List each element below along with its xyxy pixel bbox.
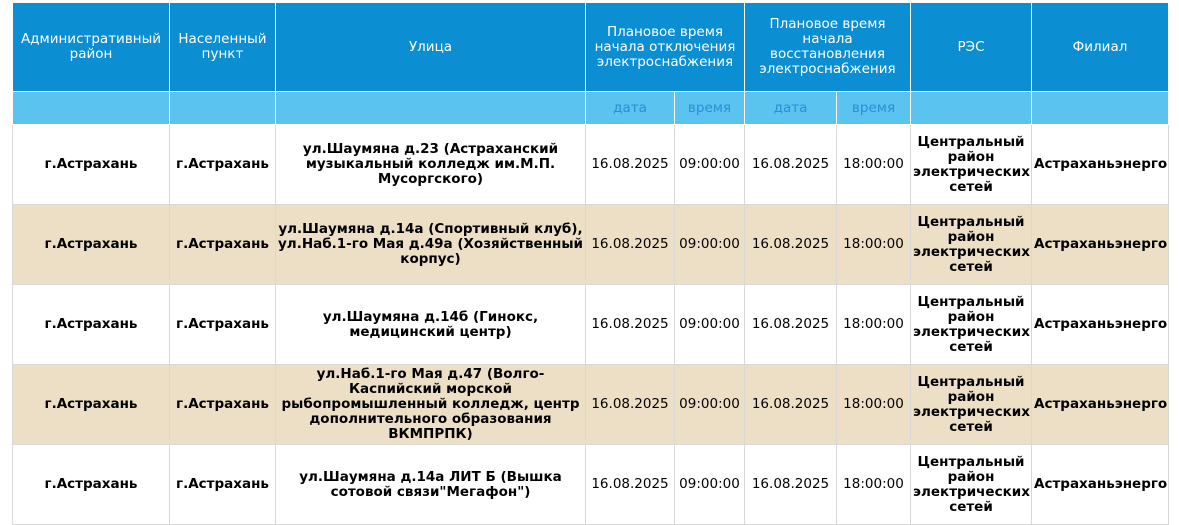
subheader-off-time: время xyxy=(675,92,745,125)
cell-district: г.Астрахань xyxy=(13,285,170,365)
cell-on-date: 16.08.2025 xyxy=(745,365,837,445)
header-branch: Филиал xyxy=(1032,3,1169,92)
cell-off-time: 09:00:00 xyxy=(675,285,745,365)
subheader-off-date: дата xyxy=(586,92,675,125)
header-res: РЭС xyxy=(911,3,1032,92)
subheader-empty xyxy=(170,92,276,125)
cell-branch: Астраханьэнерго xyxy=(1032,365,1169,445)
outage-table xyxy=(12,2,1169,525)
cell-street: ул.Шаумяна д.14а ЛИТ Б (Вышка сотовой связи"Мегафон") xyxy=(276,445,586,525)
cell-district: г.Астрахань xyxy=(13,445,170,525)
cell-off-time: 09:00:00 xyxy=(675,205,745,285)
cell-off-date: 16.08.2025 xyxy=(586,445,675,525)
cell-off-date: 16.08.2025 xyxy=(586,125,675,205)
cell-on-time: 18:00:00 xyxy=(837,125,911,205)
cell-branch: Астраханьэнерго xyxy=(1032,285,1169,365)
cell-res: Центральный район электрических сетей xyxy=(911,365,1032,445)
subheader-empty xyxy=(13,92,170,125)
subheader-empty xyxy=(911,92,1032,125)
subheader-empty xyxy=(276,92,586,125)
cell-branch: Астраханьэнерго xyxy=(1032,125,1169,205)
subheader-empty xyxy=(1032,92,1169,125)
table-row xyxy=(13,445,1169,525)
cell-res: Центральный район электрических сетей xyxy=(911,125,1032,205)
cell-district: г.Астрахань xyxy=(13,205,170,285)
cell-district: г.Астрахань xyxy=(13,125,170,205)
table-row xyxy=(13,125,1169,205)
cell-res: Центральный район электрических сетей xyxy=(911,205,1032,285)
header-off-time: Плановое время начала отключения электроснабжения xyxy=(586,3,745,92)
header-district: Административный район xyxy=(13,3,170,92)
cell-settlement: г.Астрахань xyxy=(170,205,276,285)
cell-res: Центральный район электрических сетей xyxy=(911,445,1032,525)
cell-street: ул.Шаумяна д.23 (Астраханский музыкальный колледж им.М.П. Мусоргского) xyxy=(276,125,586,205)
cell-street: ул.Наб.1-го Мая д.47 (Волго-Каспийский морской рыбопромышленный колледж, центр дополнительного образования ВКМПРПК) xyxy=(276,365,586,445)
cell-settlement: г.Астрахань xyxy=(170,285,276,365)
subheader-on-date: дата xyxy=(745,92,837,125)
subheader-row xyxy=(13,92,1169,125)
table-row xyxy=(13,205,1169,285)
cell-on-time: 18:00:00 xyxy=(837,365,911,445)
cell-settlement: г.Астрахань xyxy=(170,445,276,525)
cell-on-time: 18:00:00 xyxy=(837,445,911,525)
cell-off-time: 09:00:00 xyxy=(675,365,745,445)
cell-off-date: 16.08.2025 xyxy=(586,365,675,445)
cell-on-date: 16.08.2025 xyxy=(745,285,837,365)
cell-off-time: 09:00:00 xyxy=(675,125,745,205)
cell-street: ул.Шаумяна д.14б (Гинокс, медицинский центр) xyxy=(276,285,586,365)
cell-settlement: г.Астрахань xyxy=(170,365,276,445)
header-row xyxy=(13,3,1169,92)
cell-branch: Астраханьэнерго xyxy=(1032,205,1169,285)
subheader-on-time: время xyxy=(837,92,911,125)
cell-off-date: 16.08.2025 xyxy=(586,285,675,365)
header-settlement: Населенный пункт xyxy=(170,3,276,92)
cell-off-date: 16.08.2025 xyxy=(586,205,675,285)
cell-settlement: г.Астрахань xyxy=(170,125,276,205)
cell-branch: Астраханьэнерго xyxy=(1032,445,1169,525)
cell-street: ул.Шаумяна д.14а (Спортивный клуб), ул.Наб.1-го Мая д.49а (Хозяйственный корпус) xyxy=(276,205,586,285)
table-row xyxy=(13,365,1169,445)
cell-off-time: 09:00:00 xyxy=(675,445,745,525)
table-row xyxy=(13,285,1169,365)
cell-on-time: 18:00:00 xyxy=(837,285,911,365)
cell-on-date: 16.08.2025 xyxy=(745,125,837,205)
cell-on-date: 16.08.2025 xyxy=(745,445,837,525)
cell-district: г.Астрахань xyxy=(13,365,170,445)
cell-on-date: 16.08.2025 xyxy=(745,205,837,285)
header-street: Улица xyxy=(276,3,586,92)
header-on-time: Плановое время начала восстановления электроснабжения xyxy=(745,3,911,92)
cell-on-time: 18:00:00 xyxy=(837,205,911,285)
cell-res: Центральный район электрических сетей xyxy=(911,285,1032,365)
